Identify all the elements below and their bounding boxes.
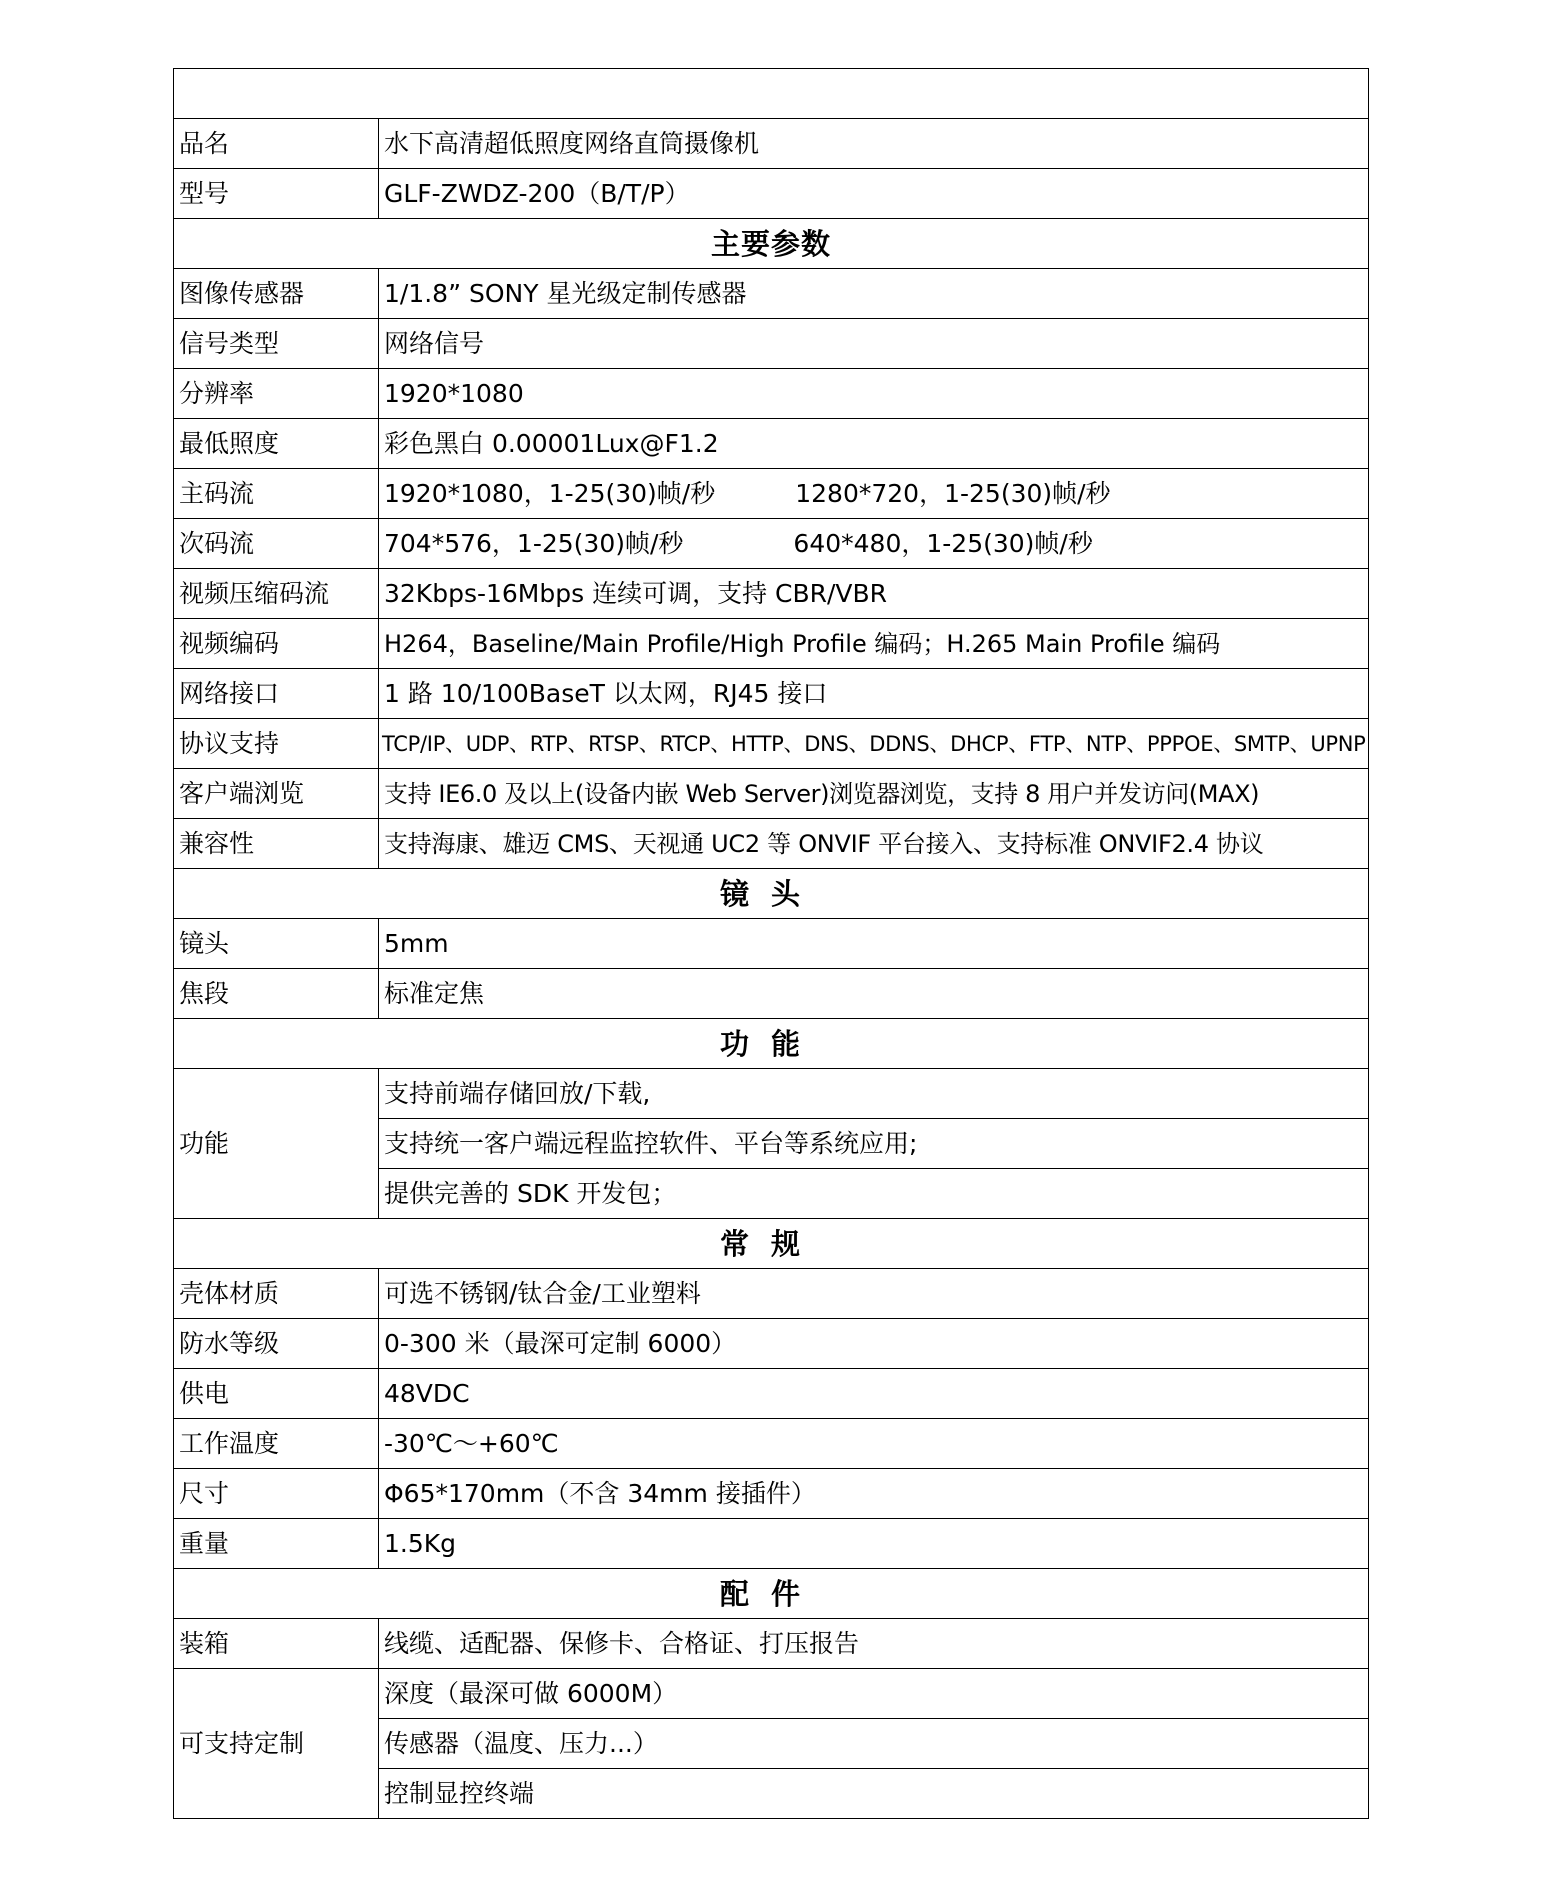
table-row bbox=[174, 419, 1369, 469]
table-row bbox=[174, 569, 1369, 619]
row-label: 功能 bbox=[174, 1069, 379, 1219]
row-value: 网络信号 bbox=[379, 319, 1369, 369]
row-label: 客户端浏览 bbox=[174, 769, 379, 819]
row-value: 水下高清超低照度网络直筒摄像机 bbox=[379, 119, 1369, 169]
main-stream-value-b: 1280*720，1-25(30)帧/秒 bbox=[795, 478, 1111, 508]
row-value bbox=[379, 519, 1369, 569]
section-title-accessories: 配件 bbox=[174, 1569, 1369, 1619]
row-label: 镜头 bbox=[174, 919, 379, 969]
row-label: 焦段 bbox=[174, 969, 379, 1019]
section-header-row bbox=[174, 1019, 1369, 1069]
table-row bbox=[174, 619, 1369, 669]
table-row bbox=[174, 969, 1369, 1019]
row-label: 视频编码 bbox=[174, 619, 379, 669]
row-label: 图像传感器 bbox=[174, 269, 379, 319]
row-value: 深度（最深可做 6000M） bbox=[379, 1669, 1369, 1719]
section-title-function: 功能 bbox=[174, 1019, 1369, 1069]
row-value: 提供完善的 SDK 开发包； bbox=[379, 1169, 1369, 1219]
main-stream-value-a: 1920*1080，1-25(30)帧/秒 bbox=[384, 478, 716, 508]
row-value: 1 路 10/100BaseT 以太网，RJ45 接口 bbox=[379, 669, 1369, 719]
table-row bbox=[174, 1519, 1369, 1569]
row-value: 控制显控终端 bbox=[379, 1769, 1369, 1819]
row-label: 供电 bbox=[174, 1369, 379, 1419]
table-row bbox=[174, 119, 1369, 169]
table-row bbox=[174, 169, 1369, 219]
section-header-row bbox=[174, 1219, 1369, 1269]
empty-title-cell bbox=[174, 69, 1369, 119]
row-label: 视频压缩码流 bbox=[174, 569, 379, 619]
table-row bbox=[174, 669, 1369, 719]
table-row bbox=[174, 369, 1369, 419]
row-value: 支持前端存储回放/下载, bbox=[379, 1069, 1369, 1119]
sub-stream-value-a: 704*576，1-25(30)帧/秒 bbox=[384, 528, 684, 558]
row-value: 1.5Kg bbox=[379, 1519, 1369, 1569]
section-title-lens: 镜头 bbox=[174, 869, 1369, 919]
row-value: 传感器（温度、压力...） bbox=[379, 1719, 1369, 1769]
table-row bbox=[174, 469, 1369, 519]
row-value: H264，Baseline/Main Profile/High Profile 编码；H.265 Main Profile 编码 bbox=[379, 619, 1369, 669]
table-row bbox=[174, 1419, 1369, 1469]
table-row bbox=[174, 1069, 1369, 1119]
row-label: 分辨率 bbox=[174, 369, 379, 419]
row-label: 次码流 bbox=[174, 519, 379, 569]
row-value: 0-300 米（最深可定制 6000） bbox=[379, 1319, 1369, 1369]
spec-table bbox=[173, 68, 1369, 1819]
row-value bbox=[379, 469, 1369, 519]
title-row bbox=[174, 69, 1369, 119]
row-label: 防水等级 bbox=[174, 1319, 379, 1369]
table-row bbox=[174, 1469, 1369, 1519]
row-value: TCP/IP、UDP、RTP、RTSP、RTCP、HTTP、DNS、DDNS、DHCP、FTP、NTP、PPPOE、SMTP、UPNP bbox=[379, 719, 1369, 769]
row-value: 彩色黑白 0.00001Lux@F1.2 bbox=[379, 419, 1369, 469]
table-row bbox=[174, 1669, 1369, 1719]
row-label: 装箱 bbox=[174, 1619, 379, 1669]
row-label: 信号类型 bbox=[174, 319, 379, 369]
table-row bbox=[174, 769, 1369, 819]
table-row bbox=[174, 1319, 1369, 1369]
row-value: 5mm bbox=[379, 919, 1369, 969]
row-label: 可支持定制 bbox=[174, 1669, 379, 1819]
row-label: 型号 bbox=[174, 169, 379, 219]
row-label: 重量 bbox=[174, 1519, 379, 1569]
row-label: 最低照度 bbox=[174, 419, 379, 469]
row-label: 工作温度 bbox=[174, 1419, 379, 1469]
row-value: GLF-ZWDZ-200（B/T/P） bbox=[379, 169, 1369, 219]
section-header-row bbox=[174, 869, 1369, 919]
section-header-row bbox=[174, 1569, 1369, 1619]
row-value: 支持 IE6.0 及以上(设备内嵌 Web Server)浏览器浏览，支持 8 用户并发访问(MAX) bbox=[379, 769, 1369, 819]
row-value: 32Kbps-16Mbps 连续可调，支持 CBR/VBR bbox=[379, 569, 1369, 619]
table-row bbox=[174, 1619, 1369, 1669]
row-value: 标准定焦 bbox=[379, 969, 1369, 1019]
row-label: 尺寸 bbox=[174, 1469, 379, 1519]
row-label: 协议支持 bbox=[174, 719, 379, 769]
table-row bbox=[174, 519, 1369, 569]
table-row bbox=[174, 719, 1369, 769]
table-row bbox=[174, 319, 1369, 369]
row-label: 主码流 bbox=[174, 469, 379, 519]
section-header-row bbox=[174, 219, 1369, 269]
row-value: 1/1.8” SONY 星光级定制传感器 bbox=[379, 269, 1369, 319]
table-row bbox=[174, 919, 1369, 969]
row-label: 品名 bbox=[174, 119, 379, 169]
table-row bbox=[174, 269, 1369, 319]
row-value: 可选不锈钢/钛合金/工业塑料 bbox=[379, 1269, 1369, 1319]
table-row bbox=[174, 1369, 1369, 1419]
row-value: 支持海康、雄迈 CMS、天视通 UC2 等 ONVIF 平台接入、支持标准 ONVIF2.4 协议 bbox=[379, 819, 1369, 869]
row-label: 兼容性 bbox=[174, 819, 379, 869]
row-value: 线缆、适配器、保修卡、合格证、打压报告 bbox=[379, 1619, 1369, 1669]
row-value: Φ65*170mm（不含 34mm 接插件） bbox=[379, 1469, 1369, 1519]
sub-stream-value-b: 640*480，1-25(30)帧/秒 bbox=[793, 528, 1093, 558]
section-title-main-params: 主要参数 bbox=[174, 219, 1369, 269]
row-value: 1920*1080 bbox=[379, 369, 1369, 419]
row-value: 支持统一客户端远程监控软件、平台等系统应用; bbox=[379, 1119, 1369, 1169]
row-label: 壳体材质 bbox=[174, 1269, 379, 1319]
table-row bbox=[174, 819, 1369, 869]
table-row bbox=[174, 1269, 1369, 1319]
row-value: 48VDC bbox=[379, 1369, 1369, 1419]
row-value: -30℃～+60℃ bbox=[379, 1419, 1369, 1469]
row-label: 网络接口 bbox=[174, 669, 379, 719]
section-title-general: 常规 bbox=[174, 1219, 1369, 1269]
